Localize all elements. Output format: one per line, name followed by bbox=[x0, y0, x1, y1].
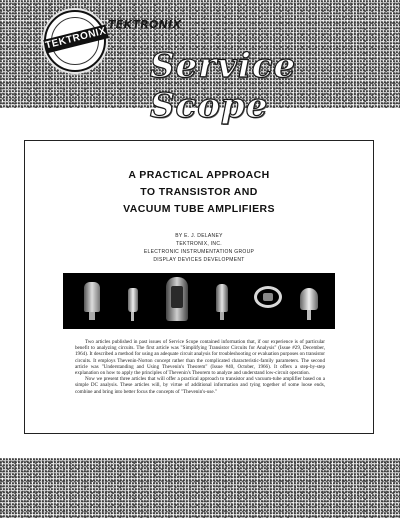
byline-group: ELECTRONIC INSTRUMENTATION GROUP bbox=[143, 249, 255, 255]
body-paragraph: Now we present three articles that will offer a practical approach to transistor and vacuum-tube amplifier based on a simple DC analysis. These articles will, by virtue of additional information and tying together of some loose ends, combine and bring into better focus the concepts of "Thevenin's-use." bbox=[75, 376, 325, 395]
byline bbox=[25, 232, 373, 264]
article-frame bbox=[24, 140, 374, 434]
transistor-lead bbox=[89, 312, 95, 320]
article-body bbox=[75, 339, 325, 395]
transistor-image bbox=[84, 282, 100, 312]
body-paragraph: Two articles published in past issues of Service Scope contained information that, if our experience is of particular benefit to analyzing circuits. The first article was "Simplifying Transistor Circuits for Analysis" (Issue #29, December, 1964). It described a method for using an adequate circuit analysis for troubleshooting or evaluation purposes on transistor circuits. It employs Thevenin-Norton concept rather than the complicated characteristic-family parameters. The second article was "Understanding and Using Thevenin's Theorem" (Issue #40, October, 1966). It offers a step-by-step explanation on how to apply the principles of Thevenin's Theorem to analyze and understand low-circuit operation. bbox=[75, 339, 325, 377]
byline-company: TEKTRONIX, INC. bbox=[176, 241, 222, 247]
title-line: A PRACTICAL APPROACH bbox=[128, 169, 270, 181]
transistor-lead bbox=[131, 312, 134, 321]
transistor-image bbox=[300, 288, 318, 310]
masthead-title: Service Scope bbox=[150, 46, 297, 126]
logo-text: TEKTRONIX bbox=[43, 24, 108, 53]
article-title bbox=[25, 167, 373, 218]
footer-halftone-band bbox=[0, 458, 400, 518]
toroid-core bbox=[263, 293, 273, 301]
title-line: TO TRANSISTOR AND bbox=[140, 186, 258, 198]
components-photo bbox=[63, 273, 335, 329]
transistor-image bbox=[216, 284, 228, 312]
tektronix-logo bbox=[44, 10, 106, 72]
transistor-lead bbox=[220, 312, 224, 320]
byline-author: BY E. J. DELANEY bbox=[175, 233, 223, 239]
small-header-text: TEKTRONIX bbox=[108, 18, 182, 31]
byline-division: DISPLAY DEVICES DEVELOPMENT bbox=[153, 257, 245, 263]
transistor-image bbox=[128, 288, 138, 312]
transistor-lead bbox=[307, 310, 311, 320]
title-line: VACUUM TUBE AMPLIFIERS bbox=[123, 203, 275, 215]
vacuum-tube-electrode bbox=[171, 286, 183, 308]
